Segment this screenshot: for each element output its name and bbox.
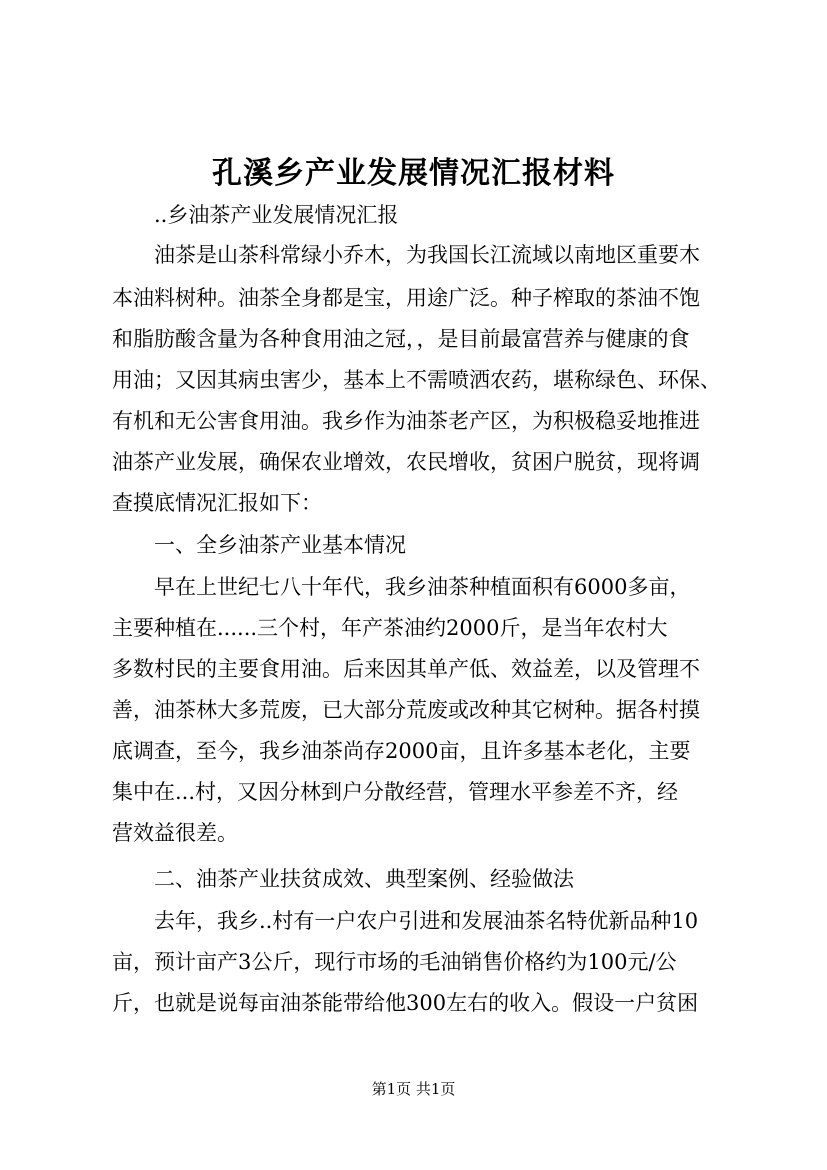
body-line: 多数村民的主要食用油。后来因其单产低、效益差，以及管理不 (112, 657, 700, 681)
body-line: 有机和无公害食用油。我乡作为油茶老产区，为积极稳妥地推进 (112, 409, 700, 433)
body-line: 善，油茶林大多荒废，已大部分荒废或改种其它树种。据各村摸 (112, 698, 700, 722)
body-line: 油茶是山茶科常绿小乔木，为我国长江流域以南地区重要木 (112, 243, 700, 267)
body-line: ..乡油茶产业发展情况汇报 (112, 203, 399, 227)
body-line: 早在上世纪七八十年代，我乡油茶种植面积有6000多亩， (112, 575, 691, 599)
section-heading: 一、全乡油茶产业基本情况 (112, 533, 406, 557)
body-line: 去年，我乡..村有一户农户引进和发展油茶名特优新品种10 (112, 909, 699, 933)
page-title: 孔溪乡产业发展情况汇报材料 (212, 156, 615, 191)
body-line: 用油；又因其病虫害少，基本上不需喷洒农药，堪称绿色、环保、 (112, 368, 721, 392)
section-heading: 二、油茶产业扶贫成效、典型案例、经验做法 (112, 867, 574, 891)
body-line: 主要种植在......三个村，年产茶油约2000斤，是当年农村大 (112, 616, 668, 640)
body-line: 斤，也就是说每亩油茶能带给他300左右的收入。假设一户贫困 (112, 991, 699, 1015)
page-footer: 第1页 共1页 (371, 1080, 456, 1098)
body-line: 油茶产业发展，确保农业增效，农民增收，贫困户脱贫，现将调 (112, 450, 700, 474)
body-line: 和脂肪酸含量为各种食用油之冠，，是目前最富营养与健康的食 (112, 327, 690, 351)
body-line: 集中在...村，又因分林到户分散经营，管理水平参差不齐，经 (112, 780, 679, 804)
body-line: 底调查，至今，我乡油茶尚存2000亩，且许多基本老化，主要 (112, 739, 691, 763)
body-line: 本油料树种。油茶全身都是宝，用途广泛。种子榨取的茶油不饱 (112, 286, 700, 310)
body-line: 查摸底情况汇报如下： (112, 491, 322, 515)
body-line: 亩，预计亩产3公斤，现行市场的毛油销售价格约为100元/公 (112, 950, 677, 974)
body-line: 营效益很差。 (112, 821, 238, 845)
